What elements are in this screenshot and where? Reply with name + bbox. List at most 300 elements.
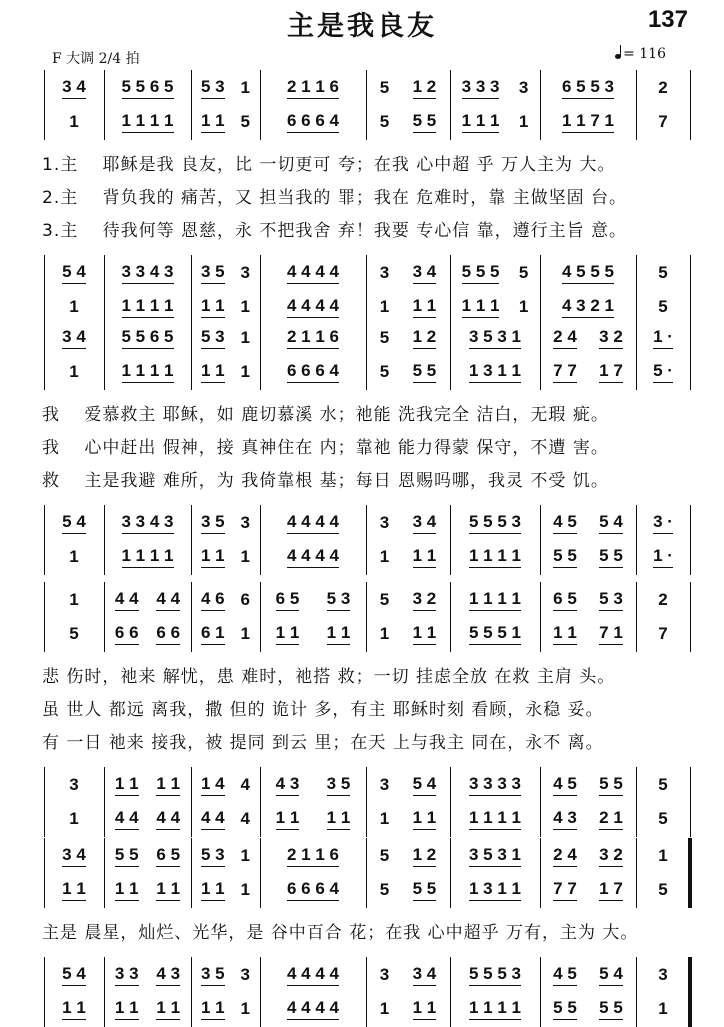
barline xyxy=(540,255,541,325)
tempo-value: = 116 xyxy=(623,46,666,62)
alto-measure xyxy=(106,356,189,388)
barline xyxy=(260,320,261,390)
note-group: 4 4 4 4 xyxy=(287,546,339,568)
note-group: 3 xyxy=(379,513,390,532)
note-group: 5 4 xyxy=(599,512,623,534)
tenor-measure xyxy=(368,769,448,801)
note-group: 4 5 5 5 xyxy=(562,262,614,284)
note-group: 6 6 xyxy=(115,623,139,645)
note-group: 3 4 xyxy=(62,77,86,99)
alto-measure xyxy=(46,618,102,650)
note-group: 5 5 xyxy=(599,546,623,568)
alto-measure xyxy=(193,356,258,388)
note-group: 1 1 xyxy=(327,808,351,830)
barline xyxy=(104,582,105,652)
barline xyxy=(540,957,541,1027)
barline xyxy=(540,70,541,140)
barline xyxy=(104,320,105,390)
note-group: 3 3 4 3 xyxy=(122,262,174,284)
barline xyxy=(104,767,105,837)
note-group: 5 5 5 1 xyxy=(469,623,521,645)
tenor-measure xyxy=(638,959,688,991)
barline xyxy=(44,505,45,575)
note-group: 2 4 xyxy=(553,327,577,349)
tenor-measure xyxy=(46,769,102,801)
barline xyxy=(44,70,45,140)
bass-measure xyxy=(542,291,634,323)
barline xyxy=(191,320,192,390)
note-group: 1 xyxy=(658,846,668,865)
soprano-measure xyxy=(46,840,102,872)
lyric-line: 我 心中赶出 假神，接 真神住在 内；靠祂 能力得蒙 保守，不遭 害。 xyxy=(42,438,609,458)
note-group: 1 1 xyxy=(553,623,577,645)
barline xyxy=(44,767,45,837)
note-group: 3 xyxy=(240,513,251,532)
soprano-measure xyxy=(262,584,364,616)
note-group: 1 · xyxy=(653,327,673,349)
barline xyxy=(104,255,105,325)
tenor-measure xyxy=(638,769,688,801)
bass-measure xyxy=(193,291,258,323)
note-group: 1 7 xyxy=(599,361,623,383)
barline xyxy=(450,838,451,908)
note-group: 5 5 xyxy=(553,546,577,568)
barline xyxy=(260,582,261,652)
barline xyxy=(191,957,192,1027)
note-group: 1 1 xyxy=(413,296,437,318)
note-group: 1 1 1 xyxy=(462,296,500,318)
barline xyxy=(260,255,261,325)
note-group: 5 4 xyxy=(62,964,86,986)
note-group: 1 2 xyxy=(413,77,437,99)
note-group: 4 3 xyxy=(276,774,300,796)
note-group: 3 4 xyxy=(413,964,437,986)
note-group: 1 xyxy=(69,590,79,609)
note-group: 5 5 xyxy=(553,998,577,1020)
note-group: 5 3 xyxy=(599,589,623,611)
alto-measure xyxy=(262,618,364,650)
note-group: 1 1 xyxy=(156,774,180,796)
note-group: 5 5 6 5 xyxy=(122,77,174,99)
soprano-measure xyxy=(368,840,448,872)
note-group: 1 xyxy=(379,809,390,828)
note-group: 1 3 1 1 xyxy=(469,361,521,383)
note-group: 1 xyxy=(240,880,251,899)
note-group: 4 4 4 4 xyxy=(287,296,339,318)
note-group: 5 5 xyxy=(413,879,437,901)
barline xyxy=(260,70,261,140)
tenor-measure xyxy=(262,257,364,289)
note-group: 5 xyxy=(658,809,668,828)
alto-measure xyxy=(193,874,258,906)
barline xyxy=(450,582,451,652)
lyric-line: 主是 晨星，灿烂、光华，是 谷中百合 花；在我 心中超乎 万有，主为 大。 xyxy=(42,923,639,943)
alto-measure xyxy=(542,106,634,138)
tenor-measure xyxy=(193,769,258,801)
bass-measure xyxy=(46,993,102,1025)
note-group: 1 1 xyxy=(115,774,139,796)
note-group: 2 1 1 6 xyxy=(287,77,339,99)
soprano-measure xyxy=(542,72,634,104)
lyric-line: 救 主是我避 难所，为 我倚靠根 基；每日 恩赐吗哪，我灵 不受 饥。 xyxy=(42,471,609,491)
note-group: 3 4 xyxy=(62,327,86,349)
alto-measure xyxy=(542,356,634,388)
bass-measure xyxy=(106,803,189,835)
note-group: 1 1 xyxy=(201,546,225,568)
barline xyxy=(450,957,451,1027)
soprano-measure xyxy=(452,584,538,616)
note-group: 7 1 xyxy=(599,623,623,645)
bass-measure xyxy=(193,993,258,1025)
barline xyxy=(366,255,367,325)
note-group: 2 1 xyxy=(599,808,623,830)
note-group: 5 xyxy=(379,112,390,131)
note-group: 4 4 4 4 xyxy=(287,512,339,534)
note-group: 3 xyxy=(69,775,79,794)
note-group: 5 xyxy=(379,362,390,381)
soprano-measure xyxy=(638,72,688,104)
tenor-measure xyxy=(452,257,538,289)
barline xyxy=(450,320,451,390)
bass-measure xyxy=(638,541,688,573)
note-group: 1 · xyxy=(653,546,673,568)
note-group: 6 1 xyxy=(201,623,225,645)
alto-measure xyxy=(368,356,448,388)
alto-measure xyxy=(368,618,448,650)
note-group: 1 1 xyxy=(201,879,225,901)
note-group: 1 1 xyxy=(115,998,139,1020)
page-number: 137 xyxy=(647,6,688,33)
alto-measure xyxy=(193,106,258,138)
note-group: 4 4 4 4 xyxy=(287,964,339,986)
note-group: 1 xyxy=(69,547,79,566)
note-group: 1 1 xyxy=(413,546,437,568)
note-group: 6 5 xyxy=(156,845,180,867)
note-group: 1 1 xyxy=(327,623,351,645)
tenor-measure xyxy=(542,959,634,991)
note-group: 5 4 xyxy=(413,774,437,796)
note-group: 5 xyxy=(379,78,390,97)
barline xyxy=(260,957,261,1027)
barline xyxy=(44,255,45,325)
alto-measure xyxy=(106,106,189,138)
tenor-measure xyxy=(106,959,189,991)
note-group: 4 xyxy=(240,809,251,828)
note-group: 5 xyxy=(658,880,668,899)
bass-measure xyxy=(106,993,189,1025)
note-group: 5 · xyxy=(653,361,673,383)
note-group: 1 xyxy=(658,999,668,1018)
note-group: 4 5 xyxy=(553,964,577,986)
note-group: 3 · xyxy=(653,512,673,534)
barline xyxy=(450,505,451,575)
note-group: 1 1 xyxy=(413,623,437,645)
note-group: 3 4 xyxy=(413,512,437,534)
bass-measure xyxy=(542,803,634,835)
barline xyxy=(450,255,451,325)
note-group: 4 5 xyxy=(553,512,577,534)
note-group: 5 4 xyxy=(62,512,86,534)
barline xyxy=(366,505,367,575)
barline xyxy=(191,255,192,325)
soprano-measure xyxy=(46,72,102,104)
note-group: 1 xyxy=(379,297,390,316)
note-group: 4 4 xyxy=(156,589,180,611)
tenor-measure xyxy=(368,959,448,991)
barline xyxy=(366,838,367,908)
note-group: 3 3 3 xyxy=(462,77,500,99)
note-group: 2 1 1 6 xyxy=(287,327,339,349)
bass-measure xyxy=(452,541,538,573)
barline xyxy=(690,767,691,837)
note-group: 3 xyxy=(379,965,390,984)
alto-measure xyxy=(638,618,688,650)
note-group: 5 4 xyxy=(599,964,623,986)
note-group: 7 7 xyxy=(553,879,577,901)
barline xyxy=(260,767,261,837)
soprano-measure xyxy=(106,322,189,354)
note-group: 5 5 5 xyxy=(462,262,500,284)
note-group: 1 1 1 1 xyxy=(469,589,521,611)
note-group: 1 1 xyxy=(413,808,437,830)
lyric-line: 悲 伤时，祂来 解忧，患 难时，祂搭 救；一切 挂虑全放 在救 主肩 头。 xyxy=(42,667,616,687)
note-group: 5 xyxy=(658,775,668,794)
barline xyxy=(636,582,637,652)
note-group: 5 xyxy=(240,112,251,131)
soprano-measure xyxy=(106,840,189,872)
tenor-measure xyxy=(368,507,448,539)
lyric-line: 2.主 背负我的 痛苦，又 担当我的 罪；我在 危难时，靠 主做坚固 台。 xyxy=(42,188,628,208)
soprano-measure xyxy=(638,322,688,354)
note-group: 1 xyxy=(240,846,251,865)
tenor-measure xyxy=(106,769,189,801)
soprano-measure xyxy=(106,72,189,104)
note-group: 1 xyxy=(240,78,251,97)
tenor-measure xyxy=(193,507,258,539)
note-group: 6 5 xyxy=(553,589,577,611)
tenor-measure xyxy=(452,769,538,801)
alto-measure xyxy=(452,356,538,388)
note-group: 4 3 xyxy=(156,964,180,986)
note-group: 5 5 5 3 xyxy=(469,512,521,534)
note-group: 1 xyxy=(240,362,251,381)
barline xyxy=(44,582,45,652)
note-group: 1 1 1 1 xyxy=(469,808,521,830)
alto-measure xyxy=(542,874,634,906)
soprano-measure xyxy=(368,322,448,354)
soprano-measure xyxy=(638,584,688,616)
note-group: 1 xyxy=(379,547,390,566)
barline xyxy=(690,582,691,652)
final-barline xyxy=(688,838,692,908)
note-group: 5 5 xyxy=(413,361,437,383)
alto-measure xyxy=(452,874,538,906)
barline xyxy=(44,320,45,390)
bass-measure xyxy=(106,291,189,323)
note-group: 1 1 1 1 xyxy=(122,296,174,318)
note-group: 5 5 xyxy=(115,845,139,867)
barline xyxy=(366,767,367,837)
soprano-measure xyxy=(542,840,634,872)
note-group: 1 1 1 1 xyxy=(122,111,174,133)
note-group: 1 1 1 1 xyxy=(122,361,174,383)
bass-measure xyxy=(262,291,364,323)
barline xyxy=(366,582,367,652)
barline xyxy=(636,838,637,908)
barline xyxy=(540,767,541,837)
tenor-measure xyxy=(46,257,102,289)
note-group: 2 xyxy=(658,78,668,97)
note-group: 1 3 1 1 xyxy=(469,879,521,901)
note-group: 1 xyxy=(240,547,251,566)
note-group: 5 xyxy=(69,624,79,643)
note-group: 3 xyxy=(658,965,668,984)
soprano-measure xyxy=(452,72,538,104)
note-group: 3 2 xyxy=(413,589,437,611)
hymn-title: 主是我良友 xyxy=(287,11,437,42)
barline xyxy=(636,70,637,140)
note-group: 5 5 xyxy=(599,774,623,796)
barline xyxy=(366,320,367,390)
note-group: 3 4 xyxy=(62,845,86,867)
soprano-measure xyxy=(542,322,634,354)
bass-measure xyxy=(262,803,364,835)
note-group: 1 1 1 xyxy=(462,111,500,133)
tenor-measure xyxy=(262,769,364,801)
note-group: 1 1 xyxy=(156,998,180,1020)
note-group: 4 4 xyxy=(156,808,180,830)
barline xyxy=(104,70,105,140)
barline xyxy=(540,582,541,652)
note-group: 1 xyxy=(240,328,251,347)
note-group: 5 xyxy=(379,846,390,865)
tenor-measure xyxy=(46,959,102,991)
tenor-measure xyxy=(452,959,538,991)
note-group: 2 xyxy=(658,590,668,609)
tenor-measure xyxy=(542,257,634,289)
soprano-measure xyxy=(452,840,538,872)
barline xyxy=(636,767,637,837)
tenor-measure xyxy=(193,959,258,991)
soprano-measure xyxy=(193,72,258,104)
note-group: 4 4 xyxy=(115,589,139,611)
barline xyxy=(191,505,192,575)
alto-measure xyxy=(452,106,538,138)
note-group: 6 6 6 4 xyxy=(287,361,339,383)
barline xyxy=(690,255,691,325)
note-group: 3 xyxy=(240,965,251,984)
note-group: 2 4 xyxy=(553,845,577,867)
note-group: 5 xyxy=(379,590,390,609)
note-group: 1 1 xyxy=(276,623,300,645)
note-group: 4 3 2 1 xyxy=(562,296,614,318)
alto-measure xyxy=(262,874,364,906)
note-group: 7 7 xyxy=(553,361,577,383)
soprano-measure xyxy=(368,72,448,104)
barline xyxy=(44,838,45,908)
note-group: 5 5 xyxy=(413,111,437,133)
alto-measure xyxy=(452,618,538,650)
note-group: 1 1 xyxy=(201,998,225,1020)
tenor-measure xyxy=(542,507,634,539)
bass-measure xyxy=(193,803,258,835)
barline xyxy=(104,505,105,575)
tenor-measure xyxy=(106,257,189,289)
note-group: 3 xyxy=(518,78,529,97)
note-group: 1 xyxy=(518,112,529,131)
bass-measure xyxy=(452,803,538,835)
note-group: 1 xyxy=(69,362,79,381)
lyric-line: 1.主 耶稣是我 良友，比 一切更可 夸；在我 心中超 乎 万人主为 大。 xyxy=(42,155,616,175)
note-group: 3 xyxy=(240,263,251,282)
note-group: 5 3 xyxy=(327,589,351,611)
note-group: 1 1 1 1 xyxy=(122,546,174,568)
tenor-measure xyxy=(638,257,688,289)
note-group: 1 xyxy=(69,297,79,316)
note-group: 1 1 xyxy=(62,998,86,1020)
bass-measure xyxy=(452,291,538,323)
barline xyxy=(450,767,451,837)
note-group: 6 5 5 3 xyxy=(562,77,614,99)
bass-measure xyxy=(638,291,688,323)
soprano-measure xyxy=(193,584,258,616)
tenor-measure xyxy=(106,507,189,539)
alto-measure xyxy=(193,618,258,650)
alto-measure xyxy=(106,874,189,906)
barline xyxy=(260,838,261,908)
barline xyxy=(690,505,691,575)
note-group: 1 1 xyxy=(276,808,300,830)
note-group: 3 2 xyxy=(599,845,623,867)
alto-measure xyxy=(46,874,102,906)
note-group: 2 1 1 6 xyxy=(287,845,339,867)
note-group: 5 xyxy=(658,297,668,316)
alto-measure xyxy=(46,356,102,388)
alto-measure xyxy=(106,618,189,650)
note-group: 3 5 xyxy=(201,262,225,284)
note-group: 3 5 3 1 xyxy=(469,845,521,867)
soprano-measure xyxy=(106,584,189,616)
note-group: 3 5 xyxy=(327,774,351,796)
note-group: 4 4 xyxy=(115,808,139,830)
note-group: 6 xyxy=(240,590,251,609)
note-group: 6 6 xyxy=(156,623,180,645)
note-group: 3 3 4 3 xyxy=(122,512,174,534)
soprano-measure xyxy=(193,322,258,354)
tenor-measure xyxy=(542,769,634,801)
note-group: 5 xyxy=(518,263,529,282)
note-group: 5 xyxy=(379,880,390,899)
bass-measure xyxy=(46,803,102,835)
tenor-measure xyxy=(262,507,364,539)
barline xyxy=(366,957,367,1027)
note-group: 5 3 xyxy=(201,77,225,99)
bass-measure xyxy=(542,541,634,573)
note-group: 1 1 7 1 xyxy=(562,111,614,133)
note-group: 1 1 1 1 xyxy=(469,998,521,1020)
note-group: 1 xyxy=(379,624,390,643)
barline xyxy=(636,957,637,1027)
barline xyxy=(540,505,541,575)
final-barline xyxy=(688,957,692,1027)
barline xyxy=(540,838,541,908)
note-group: 1 xyxy=(379,999,390,1018)
soprano-measure xyxy=(46,322,102,354)
note-group: 1 1 xyxy=(115,879,139,901)
alto-measure xyxy=(368,874,448,906)
note-group: 1 xyxy=(69,809,79,828)
note-group: 7 xyxy=(658,624,668,643)
